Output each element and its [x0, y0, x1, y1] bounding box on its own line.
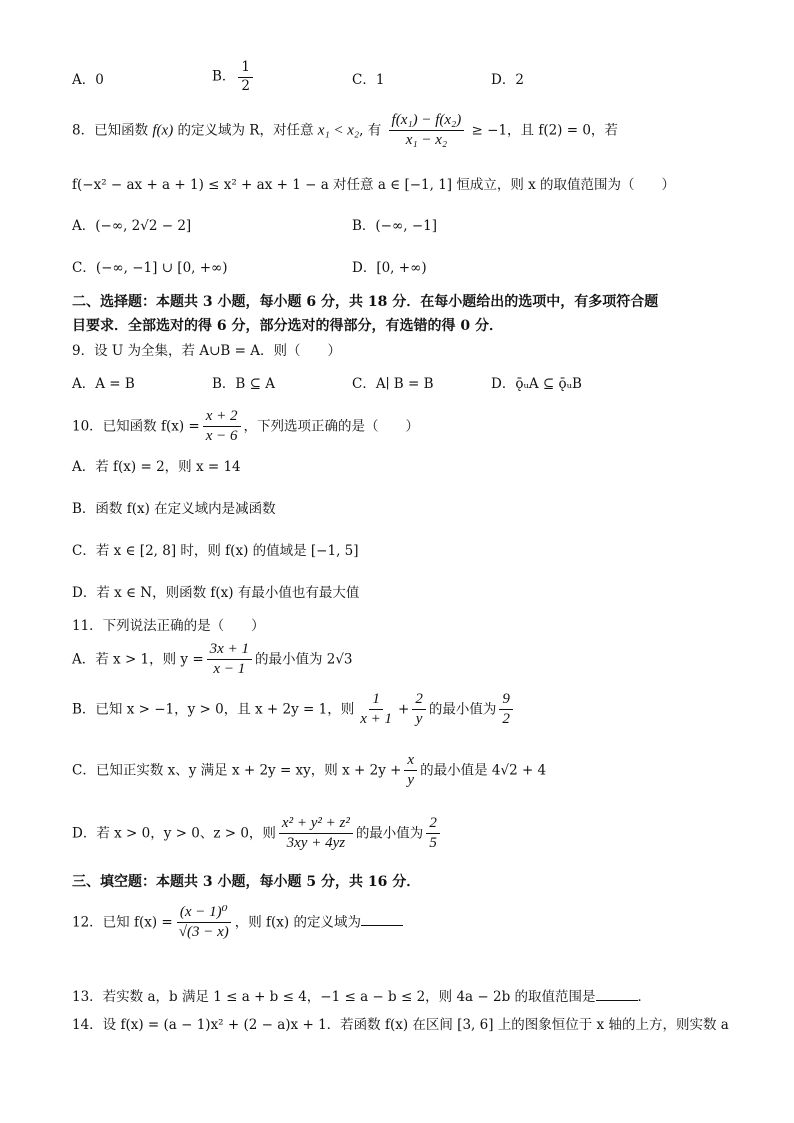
q11-stem: 11．下列说法正确的是（ ）: [72, 618, 265, 634]
q11-d-pre: D．若 x > 0，y > 0、z > 0，则: [72, 825, 276, 842]
q11-c-post: 的最小值是 4√2 + 4: [420, 762, 547, 779]
q11-d-fraction-1: [279, 815, 353, 853]
q11-b-pre: B．已知 x > −1，y > 0，且 x + 2y = 1，则: [72, 701, 355, 718]
q10-stem: [72, 408, 419, 446]
answer-blank[interactable]: [596, 988, 638, 1001]
q11-b-fraction-2: [412, 691, 426, 729]
q11-a-fraction: [207, 641, 252, 679]
q10-option-a: A．若 f(x) = 2，则 x = 14: [72, 459, 241, 475]
q11-d-mid: 的最小值为: [355, 825, 424, 842]
q13-post: ．: [637, 989, 652, 1005]
q11-option-a: [72, 641, 353, 679]
q8-option-d: D．[0, +∞): [352, 260, 427, 276]
q8-fx: f(x): [152, 122, 174, 139]
section2-title-line1: 二、选择题：本题共 3 小题，每小题 6 分，共 18 分．在每小题给出的选项中，有多项符合题: [72, 294, 659, 310]
q9-option-a: A．A = B: [72, 376, 135, 392]
q13-pre: 13．若实数 a，b 满足 1 ≤ a + b ≤ 4，−1 ≤ a − b ≤ 2，则 4a − 2b 的取值范围是: [72, 989, 596, 1005]
q11-c-pre: C．已知正实数 x、y 满足 x + 2y = xy，则 x + 2y +: [72, 762, 402, 779]
q11-option-d: [72, 815, 443, 853]
q7-option-d: D．2: [491, 72, 524, 88]
q8-cond-text: , 有: [359, 122, 382, 139]
q7-option-c: C．1: [352, 72, 385, 88]
q9-stem: 9．设 U 为全集，若 A∪B = A．则（ ）: [72, 343, 341, 359]
q8-mid: 的定义域为 R，对任意: [177, 122, 314, 139]
q12-pre: 12．已知 f(x) =: [72, 914, 173, 931]
q9-option-d: D．ǭᵤA ⊆ ǭᵤB: [491, 376, 582, 392]
fraction-numerator: 2: [412, 691, 426, 710]
fraction-numerator: x + 2: [203, 408, 241, 427]
q10-fraction: [203, 408, 241, 446]
q10-option-c: C．若 x ∈ [2, 8] 时，则 f(x) 的值域是 [−1, 5]: [72, 543, 359, 559]
answer-blank[interactable]: [361, 913, 403, 926]
fraction-denominator: 2: [241, 77, 251, 94]
q10-option-d: D．若 x ∈ N，则函数 f(x) 有最小值也有最大值: [72, 585, 360, 601]
q8-cond: x₁ < x₂: [317, 122, 360, 139]
q8-stem-line2: f(−x² − ax + a + 1) ≤ x² + ax + 1 − a 对任意 a ∈ [−1, 1] 恒成立，则 x 的取值范围为（ ）: [72, 177, 676, 193]
fraction-numerator: 9: [499, 691, 513, 710]
fraction-denominator: 2: [502, 711, 510, 728]
q8-stem-line1: [72, 112, 618, 150]
q14-stem: 14．设 f(x) = (a − 1)x² + (2 − a)x + 1．若函数 f(x) 在区间 [3, 6] 上的图象恒位于 x 轴的上方，则实数 a: [72, 1017, 729, 1033]
q7-option-b-fraction: [238, 60, 253, 94]
q10-option-b: B．函数 f(x) 在定义域内是减函数: [72, 501, 276, 517]
q8-post: ≥ −1，且 f(2) = 0，若: [471, 122, 618, 139]
section2-title-line2: 目要求．全部选对的得 6 分，部分选对的得部分，有选错的得 0 分．: [72, 318, 503, 334]
fraction-numerator: f(x₁) − f(x₂): [389, 112, 465, 131]
fraction-numerator: x: [404, 752, 417, 771]
q7-option-b: [212, 60, 256, 94]
fraction-denominator: x − 6: [205, 428, 238, 445]
fraction-denominator: 3xy + 4yz: [286, 835, 346, 852]
fraction-numerator: 2: [426, 815, 440, 834]
fraction-numerator: 1: [369, 691, 383, 710]
q8-fraction: [389, 112, 465, 150]
section3-title: 三、填空题：本题共 3 小题，每小题 5 分，共 16 分．: [72, 874, 421, 890]
q8-option-b: B．(−∞, −1]: [352, 218, 437, 234]
q9-option-c: C．A∣ B = B: [352, 376, 434, 392]
fraction-denominator: x − 1: [213, 661, 246, 678]
q11-b-fraction-3: [499, 691, 513, 729]
q12-post: ，则 f(x) 的定义域为: [234, 914, 361, 931]
q8-pre: 8．已知函数: [72, 122, 149, 139]
q10-post: ，下列选项正确的是（ ）: [243, 418, 419, 435]
q7-option-a: A．0: [72, 72, 104, 88]
q8-option-a: A．(−∞, 2√2 − 2]: [72, 218, 192, 234]
q11-c-fraction: [404, 752, 417, 790]
fraction-denominator: 5: [429, 835, 437, 852]
q13-stem: [72, 988, 651, 1005]
fraction-numerator: (x − 1)⁰: [177, 904, 231, 923]
q10-pre: 10．已知函数 f(x) =: [72, 418, 200, 435]
fraction-denominator: y: [407, 772, 415, 789]
q11-option-b: [72, 691, 516, 729]
q8-option-c: C．(−∞, −1] ∪ [0, +∞): [72, 260, 228, 276]
q12-stem: [72, 904, 403, 942]
fraction-denominator: x₁ − x₂: [405, 132, 448, 149]
q9-option-b: B．B ⊆ A: [212, 376, 275, 392]
fraction-numerator: x² + y² + z²: [279, 815, 353, 834]
q11-b-fraction-1: [357, 691, 395, 729]
plus-sign: +: [398, 701, 410, 718]
fraction-numerator: 3x + 1: [207, 641, 252, 660]
q11-b-mid: 的最小值为: [428, 701, 497, 718]
q11-d-fraction-2: [426, 815, 440, 853]
q12-fraction: [176, 904, 232, 942]
fraction-numerator: 1: [238, 60, 253, 78]
q11-option-c: [72, 752, 546, 790]
fraction-denominator: y: [415, 711, 423, 728]
q11-a-pre: A．若 x > 1，则 y =: [72, 651, 204, 668]
q11-a-post: 的最小值为 2√3: [254, 651, 353, 668]
fraction-denominator: x + 1: [360, 711, 393, 728]
q7-option-b-label: B．: [212, 68, 236, 85]
fraction-denominator: √(3 − x): [178, 924, 229, 941]
